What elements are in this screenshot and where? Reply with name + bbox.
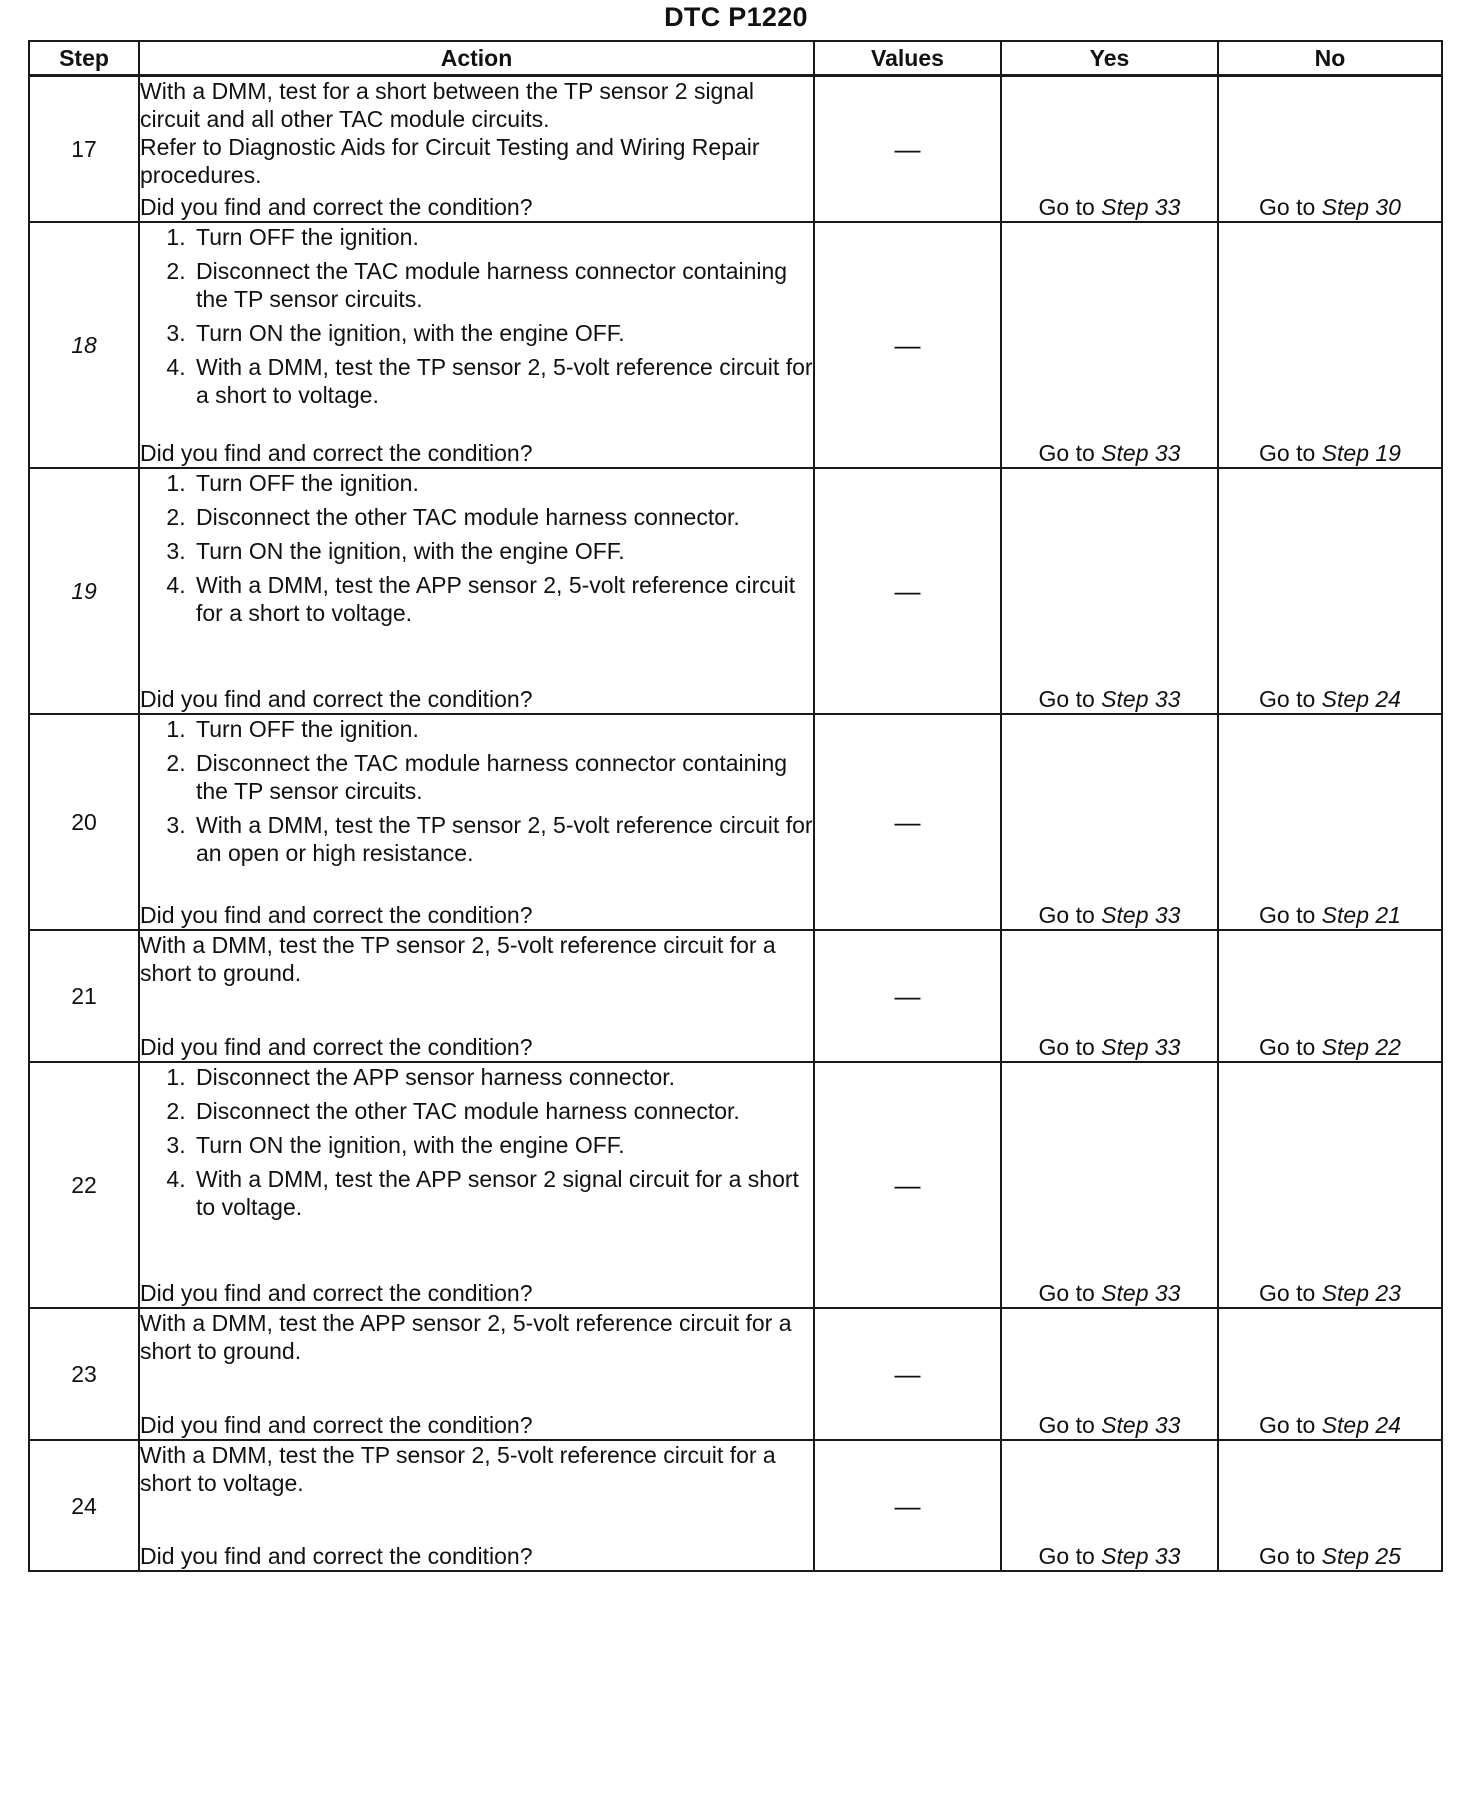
- action-cell: [139, 468, 814, 714]
- action-cell: [139, 1308, 814, 1440]
- action-content: [140, 1441, 813, 1570]
- no-cell: [1218, 76, 1442, 223]
- no-step-link[interactable]: Step 21: [1321, 902, 1401, 928]
- table-row: [29, 1440, 1442, 1571]
- action-instructions: [140, 931, 813, 987]
- action-step-list: [140, 223, 813, 409]
- step-number: 19: [29, 468, 139, 714]
- action-question: Did you find and correct the condition?: [140, 1034, 533, 1060]
- action-question: Did you find and correct the condition?: [140, 686, 533, 712]
- no-go-to-label: Go to: [1259, 1543, 1316, 1569]
- no-go-to-label: Go to: [1259, 686, 1316, 712]
- yes-step-link[interactable]: Step 33: [1101, 440, 1181, 466]
- header-values: Values: [814, 41, 1001, 76]
- yes-cell: [1001, 714, 1218, 930]
- yes-cell: [1001, 468, 1218, 714]
- yes-step-link[interactable]: Step 33: [1101, 1412, 1181, 1438]
- document-title: DTC P1220: [664, 2, 808, 32]
- action-step-list: [140, 1063, 813, 1221]
- no-go-to-label: Go to: [1259, 1412, 1316, 1438]
- action-content: [140, 1063, 813, 1307]
- action-step-item: 1. Turn OFF the ignition.: [192, 469, 813, 497]
- no-cell: [1218, 714, 1442, 930]
- action-step-item: 4. With a DMM, test the APP sensor 2, 5-volt reference circuit for a short to voltage.: [192, 571, 813, 627]
- action-step-item: 1. Disconnect the APP sensor harness connector.: [192, 1063, 813, 1091]
- table-row: [29, 930, 1442, 1062]
- step-number: 23: [29, 1308, 139, 1440]
- header-step: Step: [29, 41, 139, 76]
- no-step-link[interactable]: Step 23: [1321, 1280, 1401, 1306]
- header-action: Action: [139, 41, 814, 76]
- step-number: 17: [29, 76, 139, 223]
- action-step-item: 4. With a DMM, test the TP sensor 2, 5-volt reference circuit for a short to voltage.: [192, 353, 813, 409]
- step-number: 21: [29, 930, 139, 1062]
- action-step-item: 2. Disconnect the other TAC module harness connector.: [192, 503, 813, 531]
- no-step-link[interactable]: Step 24: [1321, 686, 1401, 712]
- no-cell: [1218, 222, 1442, 468]
- no-step-link[interactable]: Step 22: [1321, 1034, 1401, 1060]
- action-paragraph: With a DMM, test the TP sensor 2, 5-volt reference circuit for a short to ground.: [140, 932, 776, 986]
- action-paragraph: Refer to Diagnostic Aids for Circuit Testing and Wiring Repair procedures.: [140, 134, 760, 188]
- values-cell: —: [814, 1308, 1001, 1440]
- no-go-to-label: Go to: [1259, 194, 1316, 220]
- action-instructions: [140, 223, 813, 415]
- action-cell: [139, 1062, 814, 1308]
- action-step-item: 2. Disconnect the TAC module harness connector containing the TP sensor circuits.: [192, 257, 813, 313]
- action-question: Did you find and correct the condition?: [140, 1412, 533, 1438]
- action-step-item: 3. With a DMM, test the TP sensor 2, 5-volt reference circuit for an open or high resistance.: [192, 811, 813, 867]
- yes-go-to-label: Go to: [1038, 194, 1095, 220]
- action-content: [140, 223, 813, 467]
- table-row: [29, 76, 1442, 223]
- action-instructions: [140, 1309, 813, 1365]
- action-step-list: [140, 715, 813, 867]
- header-no: No: [1218, 41, 1442, 76]
- step-number: 24: [29, 1440, 139, 1571]
- step-number: 22: [29, 1062, 139, 1308]
- action-step-item: 3. Turn ON the ignition, with the engine OFF.: [192, 537, 813, 565]
- yes-cell: [1001, 930, 1218, 1062]
- table-row: [29, 714, 1442, 930]
- yes-step-link[interactable]: Step 33: [1101, 902, 1181, 928]
- action-content: [140, 77, 813, 221]
- action-paragraph: With a DMM, test the TP sensor 2, 5-volt reference circuit for a short to voltage.: [140, 1442, 776, 1496]
- action-content: [140, 469, 813, 713]
- no-go-to-label: Go to: [1259, 902, 1316, 928]
- no-go-to-label: Go to: [1259, 440, 1316, 466]
- table-row: [29, 222, 1442, 468]
- no-cell: [1218, 1062, 1442, 1308]
- action-step-item: 3. Turn ON the ignition, with the engine OFF.: [192, 319, 813, 347]
- action-cell: [139, 222, 814, 468]
- table-row: [29, 468, 1442, 714]
- yes-step-link[interactable]: Step 33: [1101, 1280, 1181, 1306]
- action-cell: [139, 76, 814, 223]
- yes-step-link[interactable]: Step 33: [1101, 1543, 1181, 1569]
- action-step-item: 1. Turn OFF the ignition.: [192, 223, 813, 251]
- action-step-item: 4. With a DMM, test the APP sensor 2 signal circuit for a short to voltage.: [192, 1165, 813, 1221]
- values-cell: —: [814, 714, 1001, 930]
- values-cell: —: [814, 930, 1001, 1062]
- table-body: [29, 76, 1442, 1572]
- no-go-to-label: Go to: [1259, 1034, 1316, 1060]
- yes-go-to-label: Go to: [1038, 686, 1095, 712]
- values-cell: —: [814, 1062, 1001, 1308]
- no-go-to-label: Go to: [1259, 1280, 1316, 1306]
- action-cell: [139, 1440, 814, 1571]
- action-content: [140, 931, 813, 1061]
- yes-go-to-label: Go to: [1038, 1412, 1095, 1438]
- no-step-link[interactable]: Step 25: [1321, 1543, 1401, 1569]
- table-row: [29, 1062, 1442, 1308]
- action-step-item: 2. Disconnect the other TAC module harness connector.: [192, 1097, 813, 1125]
- table-row: [29, 1308, 1442, 1440]
- action-instructions: [140, 1441, 813, 1497]
- header-row: [29, 41, 1442, 76]
- action-instructions: [140, 715, 813, 873]
- no-step-link[interactable]: Step 24: [1321, 1412, 1401, 1438]
- no-cell: [1218, 468, 1442, 714]
- yes-cell: [1001, 1308, 1218, 1440]
- action-step-list: [140, 469, 813, 627]
- action-content: [140, 1309, 813, 1439]
- no-cell: [1218, 1440, 1442, 1571]
- header-yes: Yes: [1001, 41, 1218, 76]
- action-step-item: 2. Disconnect the TAC module harness connector containing the TP sensor circuits.: [192, 749, 813, 805]
- no-step-link[interactable]: Step 30: [1321, 194, 1401, 220]
- values-cell: —: [814, 468, 1001, 714]
- yes-go-to-label: Go to: [1038, 1280, 1095, 1306]
- action-question: Did you find and correct the condition?: [140, 1543, 533, 1569]
- step-number: 18: [29, 222, 139, 468]
- no-cell: [1218, 930, 1442, 1062]
- action-paragraph: With a DMM, test for a short between the TP sensor 2 signal circuit and all other TAC module circuits.: [140, 78, 755, 132]
- yes-go-to-label: Go to: [1038, 1543, 1095, 1569]
- no-step-link[interactable]: Step 19: [1321, 440, 1401, 466]
- action-question: Did you find and correct the condition?: [140, 194, 533, 220]
- yes-go-to-label: Go to: [1038, 440, 1095, 466]
- values-cell: —: [814, 222, 1001, 468]
- yes-go-to-label: Go to: [1038, 902, 1095, 928]
- action-instructions: [140, 1063, 813, 1227]
- action-step-item: 1. Turn OFF the ignition.: [192, 715, 813, 743]
- yes-step-link[interactable]: Step 33: [1101, 1034, 1181, 1060]
- action-instructions: [140, 77, 813, 189]
- no-cell: [1218, 1308, 1442, 1440]
- yes-cell: [1001, 222, 1218, 468]
- action-content: [140, 715, 813, 929]
- action-question: Did you find and correct the condition?: [140, 440, 533, 466]
- action-step-item: 3. Turn ON the ignition, with the engine OFF.: [192, 1131, 813, 1159]
- action-cell: [139, 930, 814, 1062]
- yes-step-link[interactable]: Step 33: [1101, 686, 1181, 712]
- values-cell: —: [814, 1440, 1001, 1571]
- yes-cell: [1001, 1062, 1218, 1308]
- action-instructions: [140, 469, 813, 633]
- diagnostic-table: [28, 40, 1443, 1572]
- action-cell: [139, 714, 814, 930]
- yes-step-link[interactable]: Step 33: [1101, 194, 1181, 220]
- values-cell: —: [814, 76, 1001, 223]
- yes-cell: [1001, 76, 1218, 223]
- step-number: 20: [29, 714, 139, 930]
- action-question: Did you find and correct the condition?: [140, 902, 533, 928]
- yes-go-to-label: Go to: [1038, 1034, 1095, 1060]
- yes-cell: [1001, 1440, 1218, 1571]
- action-question: Did you find and correct the condition?: [140, 1280, 533, 1306]
- action-paragraph: With a DMM, test the APP sensor 2, 5-volt reference circuit for a short to ground.: [140, 1310, 792, 1364]
